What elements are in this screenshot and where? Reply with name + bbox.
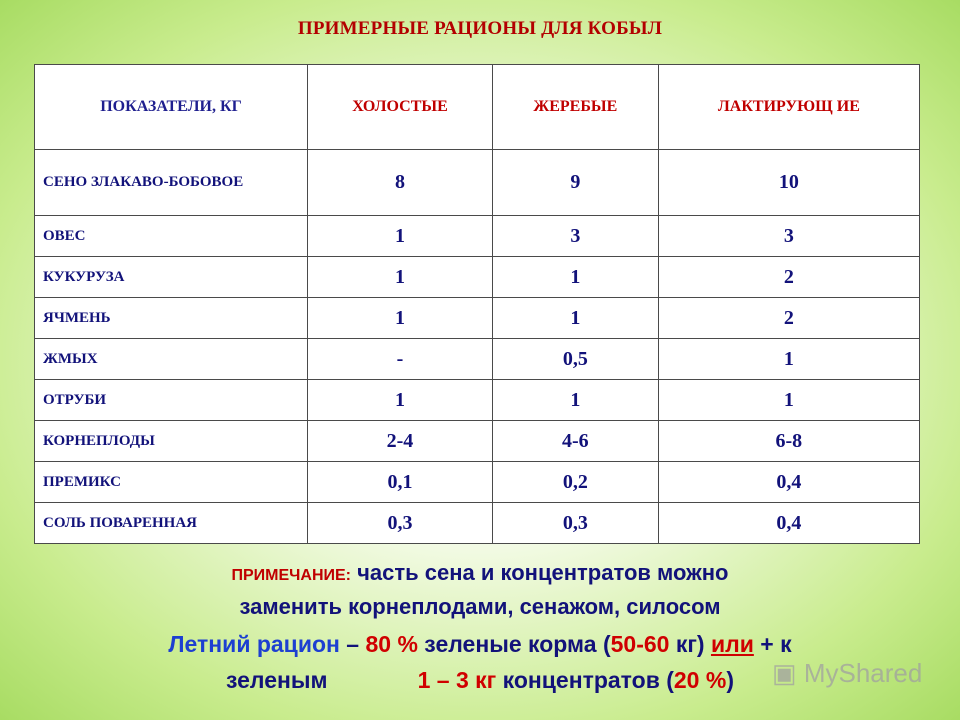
cell-value: 6-8: [658, 421, 919, 462]
summer-close-paren: ): [726, 667, 734, 693]
cell-value: 0,2: [492, 462, 658, 503]
cell-value: 1: [308, 380, 493, 421]
summer-green-word: зеленым: [226, 667, 328, 693]
summer-green-percent: 80 %: [365, 631, 418, 657]
table-row: [35, 462, 920, 503]
cell-value: 1: [308, 257, 493, 298]
note-line-2: заменить корнеплодами, сенажом, силосом: [239, 594, 721, 619]
cell-value: 4-6: [492, 421, 658, 462]
summer-kg-unit: кг): [669, 631, 711, 657]
row-label: СЕНО ЗЛАКАВО-БОБОВОЕ: [35, 150, 308, 216]
summer-concentrate-kg: 1 – 3 кг: [417, 667, 497, 693]
summer-green-text: зеленые корма (: [417, 631, 611, 657]
table-row: [35, 421, 920, 462]
cell-value: 1: [492, 298, 658, 339]
note-text-1: часть сена и концентратов можно: [351, 560, 729, 585]
summer-concentrate-percent: 20 %: [673, 667, 727, 693]
row-label: ОВЕС: [35, 216, 308, 257]
cell-value: 1: [308, 298, 493, 339]
table-header-row: [35, 65, 920, 150]
column-header: ЛАКТИРУЮЩ ИЕ: [658, 65, 919, 150]
row-label: ОТРУБИ: [35, 380, 308, 421]
summer-plus-text: + к: [753, 631, 792, 657]
note-label: ПРИМЕЧАНИЕ:: [231, 567, 352, 584]
summer-ration-title: Летний рацион: [168, 631, 340, 657]
column-header: ХОЛОСТЫЕ: [308, 65, 493, 150]
cell-value: 10: [658, 150, 919, 216]
row-label: ЖМЫХ: [35, 339, 308, 380]
note-line-1: [0, 560, 960, 586]
table-row: [35, 339, 920, 380]
watermark-logo: [772, 658, 922, 689]
cell-value: 0,1: [308, 462, 493, 503]
row-label: КОРНЕПЛОДЫ: [35, 421, 308, 462]
page-title: ПРИМЕРНЫЕ РАЦИОНЫ ДЛЯ КОБЫЛ: [297, 18, 663, 39]
cell-value: 0,3: [308, 503, 493, 544]
cell-value: 1: [492, 380, 658, 421]
table-row: [35, 150, 920, 216]
row-label: СОЛЬ ПОВАРЕННАЯ: [35, 503, 308, 544]
cell-value: 0,5: [492, 339, 658, 380]
cell-value: 1: [308, 216, 493, 257]
summer-or-text: или: [710, 631, 754, 657]
column-header: ПОКАЗАТЕЛИ, КГ: [35, 65, 308, 150]
cell-value: 2: [658, 257, 919, 298]
cell-value: 0,3: [492, 503, 658, 544]
cell-value: 0,4: [658, 462, 919, 503]
cell-value: 8: [308, 150, 493, 216]
table-row: [35, 503, 920, 544]
table-row: [35, 216, 920, 257]
summer-ration-line-1: [0, 631, 960, 658]
cell-value: 1: [492, 257, 658, 298]
ration-table: [34, 64, 920, 544]
cell-value: 3: [492, 216, 658, 257]
cell-value: 1: [658, 339, 919, 380]
row-label: КУКУРУЗА: [35, 257, 308, 298]
summer-concentrate-text: концентратов (: [496, 667, 674, 693]
cell-value: 2: [658, 298, 919, 339]
table-row: [35, 257, 920, 298]
slideshow-icon: ▣: [772, 658, 797, 688]
summer-green-kg: 50-60: [610, 631, 670, 657]
cell-value: 9: [492, 150, 658, 216]
cell-value: 2-4: [308, 421, 493, 462]
cell-value: 1: [658, 380, 919, 421]
row-label: ПРЕМИКС: [35, 462, 308, 503]
row-label: ЯЧМЕНЬ: [35, 298, 308, 339]
column-header: ЖЕРЕБЫЕ: [492, 65, 658, 150]
cell-value: 3: [658, 216, 919, 257]
watermark-text: MyShared: [803, 658, 923, 688]
table-row: [35, 298, 920, 339]
summer-dash: –: [339, 631, 366, 657]
table-row: [35, 380, 920, 421]
cell-value: 0,4: [658, 503, 919, 544]
cell-value: -: [308, 339, 493, 380]
